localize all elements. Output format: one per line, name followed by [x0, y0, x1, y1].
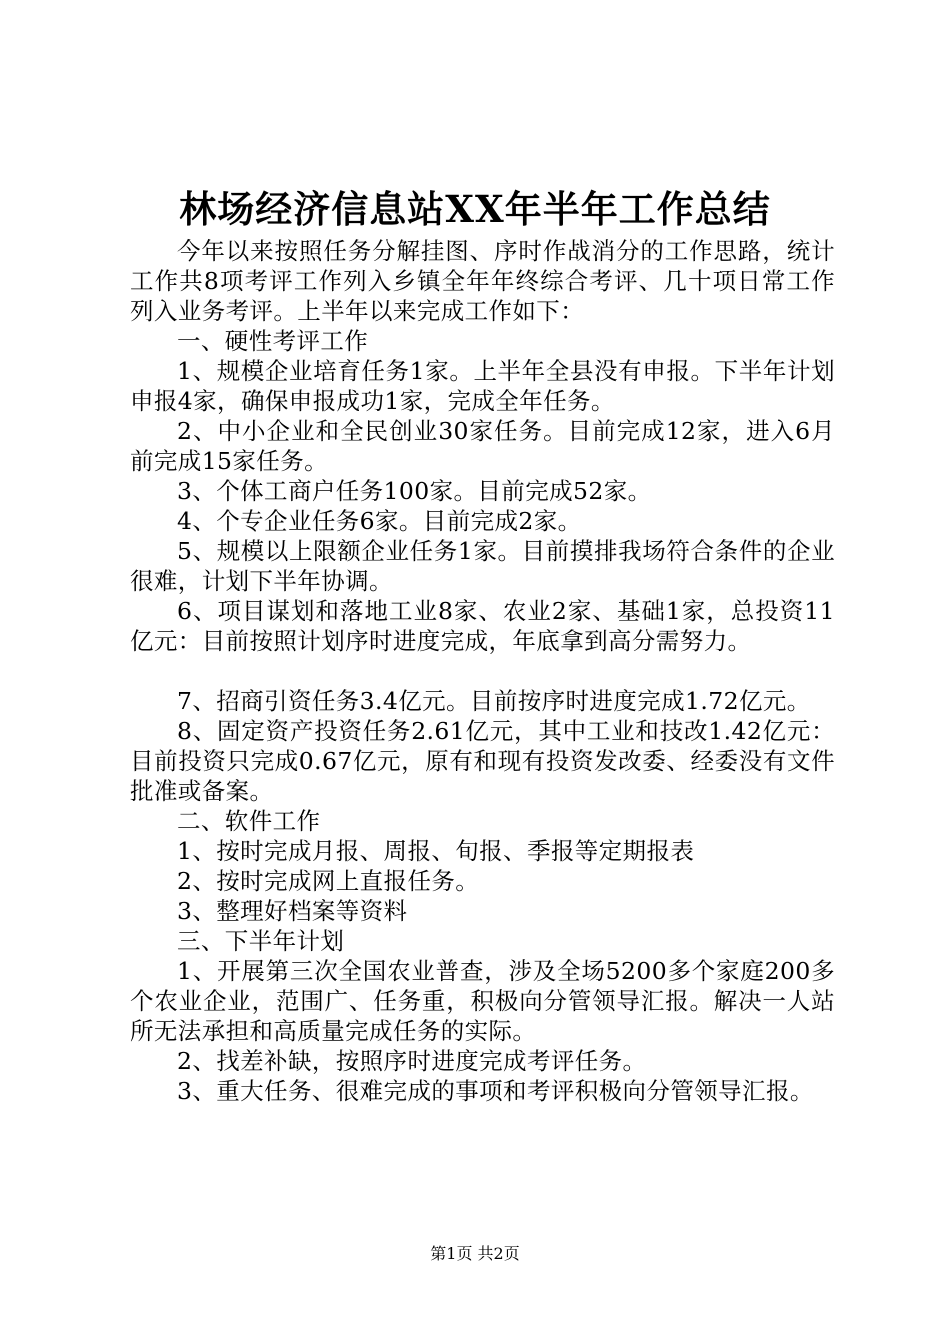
section-heading-soft-work: 二、软件工作	[177, 807, 321, 835]
section-heading-hard-assessment: 一、硬性考评工作	[177, 327, 369, 355]
paragraph-item: 1、按时完成月报、周报、旬报、季报等定期报表	[177, 837, 695, 865]
paragraph-item: 5、规模以上限额企业任务1家。目前摸排我场符合条件的企业很难，计划下半年协调。	[130, 537, 835, 595]
paragraph-intro: 今年以来按照任务分解挂图、序时作战消分的工作思路，统计工作共8项考评工作列入乡镇全年年终综合考评、几十项日常工作列入业务考评。上半年以来完成工作如下：	[130, 237, 835, 325]
paragraph-item: 3、个体工商户任务100家。目前完成52家。	[177, 477, 652, 505]
document-title: 林场经济信息站XX年半年工作总结	[179, 187, 771, 231]
paragraph-item: 1、规模企业培育任务1家。上半年全县没有申报。下半年计划申报4家，确保申报成功1家，完成全年任务。	[130, 357, 835, 415]
paragraph-item: 2、按时完成网上直报任务。	[177, 867, 480, 895]
paragraph-item: 7、招商引资任务3.4亿元。目前按序时进度完成1.72亿元。	[177, 687, 811, 715]
section-heading-second-half-plan: 三、下半年计划	[177, 927, 345, 955]
paragraph-item: 3、整理好档案等资料	[177, 897, 408, 925]
paragraph-item: 2、找差补缺，按照序时进度完成考评任务。	[177, 1047, 647, 1075]
document-body	[130, 236, 835, 1106]
paragraph-item: 4、个专企业任务6家。目前完成2家。	[177, 507, 582, 535]
paragraph-item: 2、中小企业和全民创业30家任务。目前完成12家，进入6月前完成15家任务。	[130, 417, 835, 475]
paragraph-item: 8、固定资产投资任务2.61亿元，其中工业和技改1.42亿元：目前投资只完成0.67亿元，原有和现有投资发改委、经委没有文件批准或备案。	[130, 717, 835, 805]
paragraph-item: 1、开展第三次全国农业普查，涉及全场5200多个家庭200多个农业企业，范围广、任务重，积极向分管领导汇报。解决一人站所无法承担和高质量完成任务的实际。	[130, 957, 835, 1045]
paragraph-item: 6、项目谋划和落地工业8家、农业2家、基础1家，总投资11亿元：目前按照计划序时进度完成，年底拿到高分需努力。	[130, 597, 835, 655]
page-footer: 第1页 共2页	[430, 1244, 520, 1263]
paragraph-item: 3、重大任务、很难完成的事项和考评积极向分管领导汇报。	[177, 1077, 814, 1105]
